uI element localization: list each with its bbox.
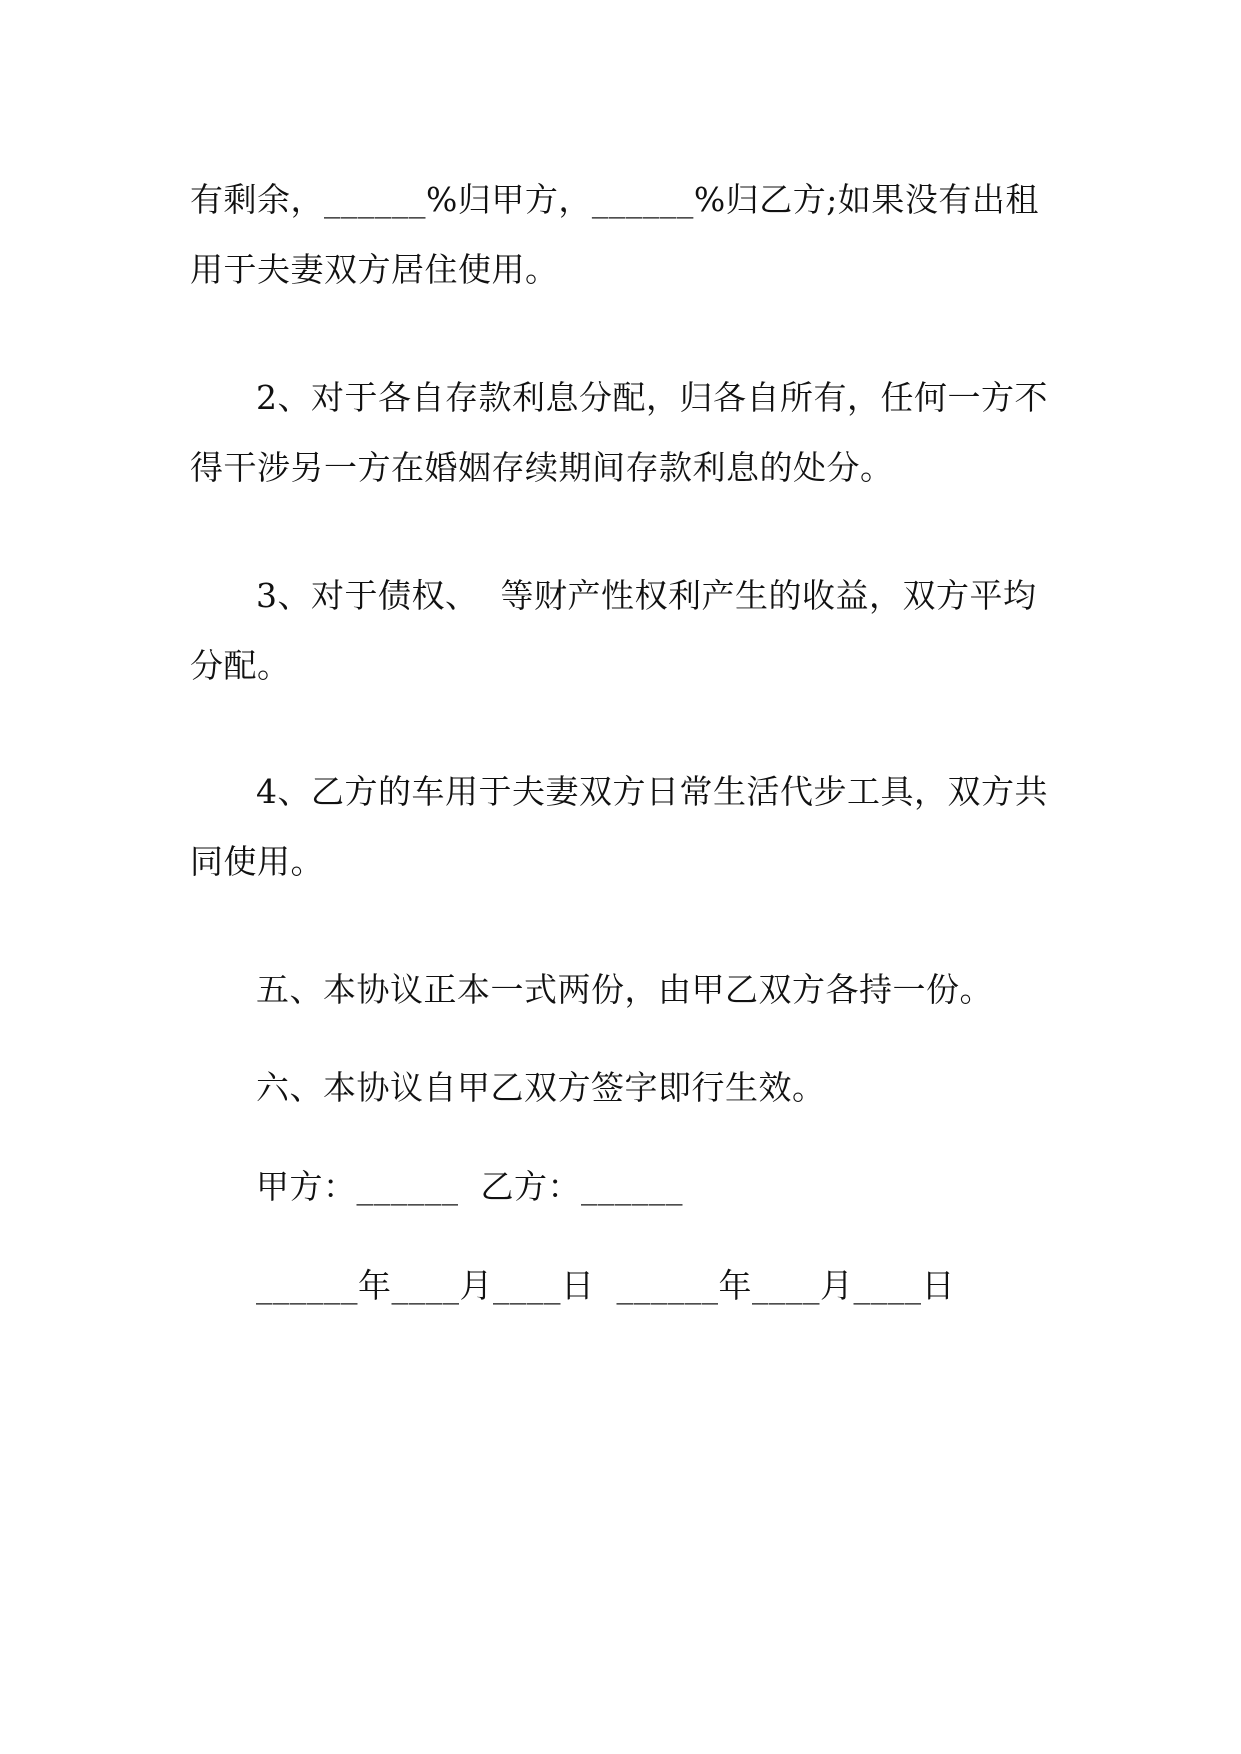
clause-3-line-2: 分配。: [190, 646, 291, 685]
clause-4-line-1: 4、乙方的车用于夫妻双方日常生活代步工具，双方共: [256, 772, 1048, 811]
article-6-line: 六、本协议自甲乙双方签字即行生效。: [256, 1068, 826, 1107]
article-5-line: 五、本协议正本一式两份，由甲乙双方各持一份。: [256, 970, 993, 1009]
clause-3-line-1: 3、对于债权、 等财产性权利产生的收益，双方平均: [256, 576, 1037, 615]
date-line: ______年____月____日 ______年____月____日: [256, 1266, 955, 1305]
signature-line: 甲方：______ 乙方：______: [256, 1167, 683, 1206]
clause-2-line-2: 得干涉另一方在婚姻存续期间存款利息的处分。: [190, 448, 894, 487]
text-line-2: 用于夫妻双方居住使用。: [190, 250, 559, 289]
clause-2-line-1: 2、对于各自存款利息分配，归各自所有，任何一方不: [256, 378, 1048, 417]
text-line-1: 有剩余，______%归甲方，______%归乙方;如果没有出租: [190, 180, 1039, 219]
clause-4-line-2: 同使用。: [190, 842, 324, 881]
